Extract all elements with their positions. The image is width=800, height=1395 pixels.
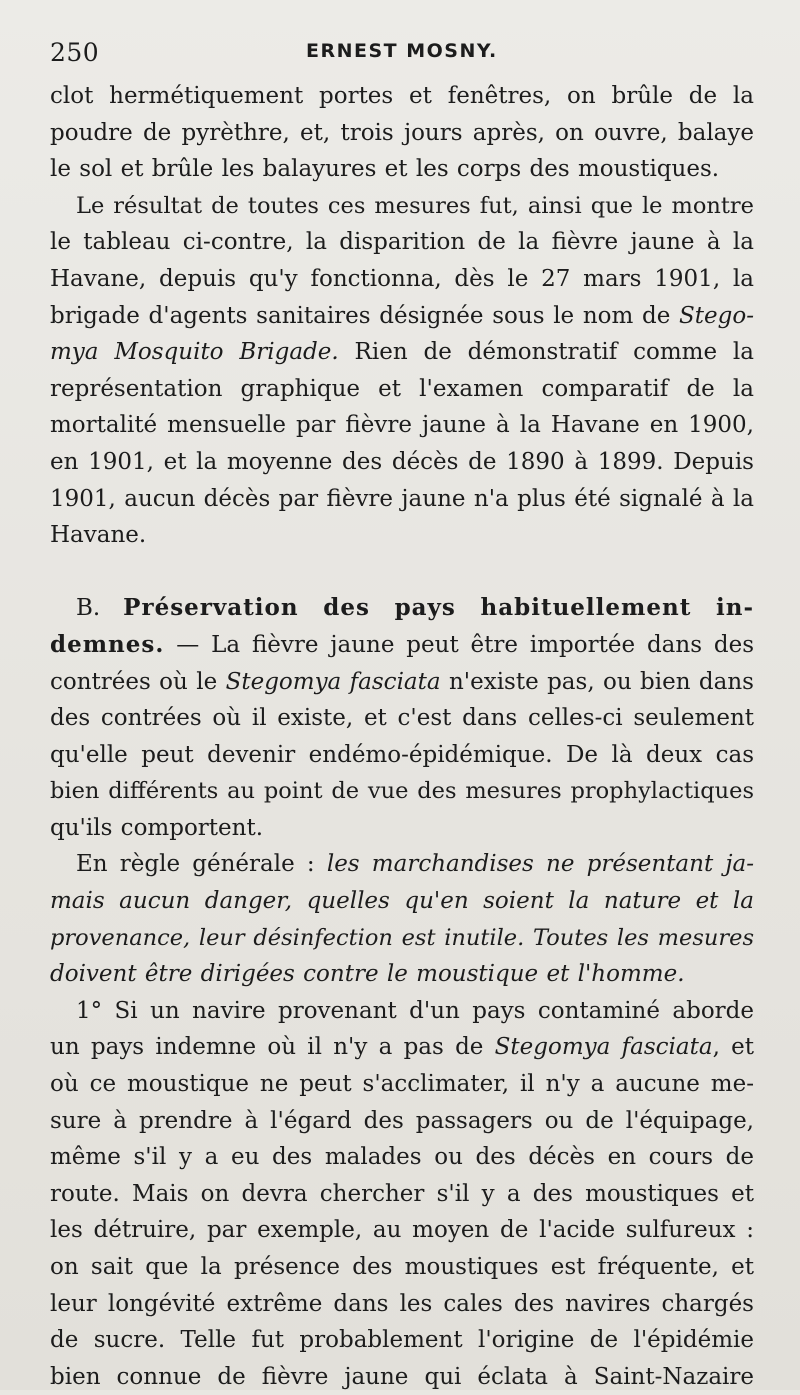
paragraph-general-rule [50, 846, 754, 992]
italic-term: Stego- [679, 302, 754, 329]
text-line: qu'elle peut devenir endémo-épidémique. De là deux cas [50, 741, 754, 768]
text-line [50, 298, 754, 335]
text-line: les détruire, par exemple, au moyen de l'acide sulfureux : [50, 1217, 754, 1244]
italic-term: Stegomya fasciata [225, 668, 441, 695]
paragraph-results [50, 188, 754, 554]
paragraph-fumigation-end [50, 78, 754, 188]
italic-text: mais aucun danger, quelles qu'en soient la nature et la [50, 888, 754, 915]
text-line: poudre de pyrèthre, et, trois jours après, on ouvre, balaye [50, 119, 754, 146]
text-line: de sucre. Telle fut probablement l'origine de l'épidémie [50, 1327, 754, 1354]
text-line: bien connue de fièvre jaune qui éclata à Saint-Nazaire [50, 1363, 754, 1390]
text-line: leur longévité extrême dans les cales des navires chargés [50, 1290, 754, 1317]
text-line [50, 1029, 754, 1066]
text-line: clot hermétiquement portes et fenêtres, on brûle de la [50, 83, 754, 109]
text-line [50, 846, 754, 883]
text-line [50, 627, 754, 664]
section-b [50, 590, 754, 846]
text-line: qu'ils comportent. [50, 814, 264, 841]
text-segment: , et [712, 1034, 754, 1061]
text-line: Havane, depuis qu'y fonctionna, dès le 27 mars 1901, la [50, 265, 754, 292]
text-line: le sol et brûle les balayures et les corps des moustiques. [50, 156, 720, 183]
text-line [50, 956, 754, 993]
page-number: 250 [50, 38, 100, 67]
italic-term: mya Mosquito Brigade. [50, 339, 339, 366]
section-letter: B. [76, 595, 124, 622]
text-line: 1° Si un navire provenant d'un pays contaminé aborde [76, 997, 754, 1024]
text-segment: En règle générale : [76, 851, 327, 878]
page-header [50, 38, 754, 78]
italic-text: provenance, leur désinfection est inutile. Toutes les mesures [50, 924, 754, 951]
text-line [50, 883, 754, 920]
running-head: ERNEST MOSNY. [306, 40, 498, 62]
text-segment: n'existe pas, ou bien dans [440, 668, 754, 695]
text-line: on sait que la présence des moustiques est fréquente, et [50, 1254, 754, 1280]
text-segment: contrées où le [50, 668, 226, 695]
text-line: en 1901, et la moyenne des décès de 1890 à 1899. Depuis [50, 448, 754, 475]
text-line: bien différents au point de vue des mesures prophylactiques [50, 778, 754, 805]
text-line: 1901, aucun décès par fièvre jaune n'a plus été signalé à la [50, 485, 754, 512]
text-line: même s'il y a eu des malades ou des décès en cours de [50, 1144, 754, 1171]
text-line: Le résultat de toutes ces mesures fut, ainsi que le montre [76, 192, 754, 219]
text-line: le tableau ci-contre, la disparition de la fièvre jaune à la [50, 229, 754, 256]
text-segment: brigade d'agents sanitaires désignée sous le nom de [50, 302, 680, 329]
italic-text: doivent être dirigées contre le moustique et l'homme. [50, 961, 685, 988]
section-spacer [50, 554, 754, 591]
text-line: route. Mais on devra chercher s'il y a des moustiques et [50, 1180, 754, 1207]
italic-term: Stegomya fasciata [494, 1034, 713, 1061]
italic-text: les marchandises ne présentant ja- [326, 851, 755, 878]
text-line: mortalité mensuelle par fièvre jaune à la Havane en 1900, [50, 412, 754, 439]
text-line: où ce moustique ne peut s'acclimater, il n'y a aucune me- [50, 1071, 754, 1098]
text-line: Havane. [50, 522, 147, 549]
text-segment: Rien de démonstratif comme la [338, 339, 754, 366]
section-heading-line [50, 590, 754, 627]
text-line: représentation graphique et l'examen comparatif de la [50, 375, 754, 402]
text-line: des contrées où il existe, et c'est dans celles-ci seulement [50, 705, 754, 732]
text-segment: un pays indemne où il n'y a pas de [50, 1034, 495, 1061]
section-title: Préservation des pays habituellement in- [123, 594, 755, 622]
text-line [50, 920, 754, 957]
paragraph-point-1 [50, 993, 754, 1395]
text-segment: — La fièvre jaune peut être importée dans des [164, 631, 754, 658]
page-body [50, 78, 754, 1395]
text-line: sure à prendre à l'égard des passagers ou de l'équipage, [50, 1107, 754, 1134]
text-line [50, 664, 754, 701]
text-line [50, 334, 754, 371]
section-title-end: demnes. [50, 630, 165, 658]
